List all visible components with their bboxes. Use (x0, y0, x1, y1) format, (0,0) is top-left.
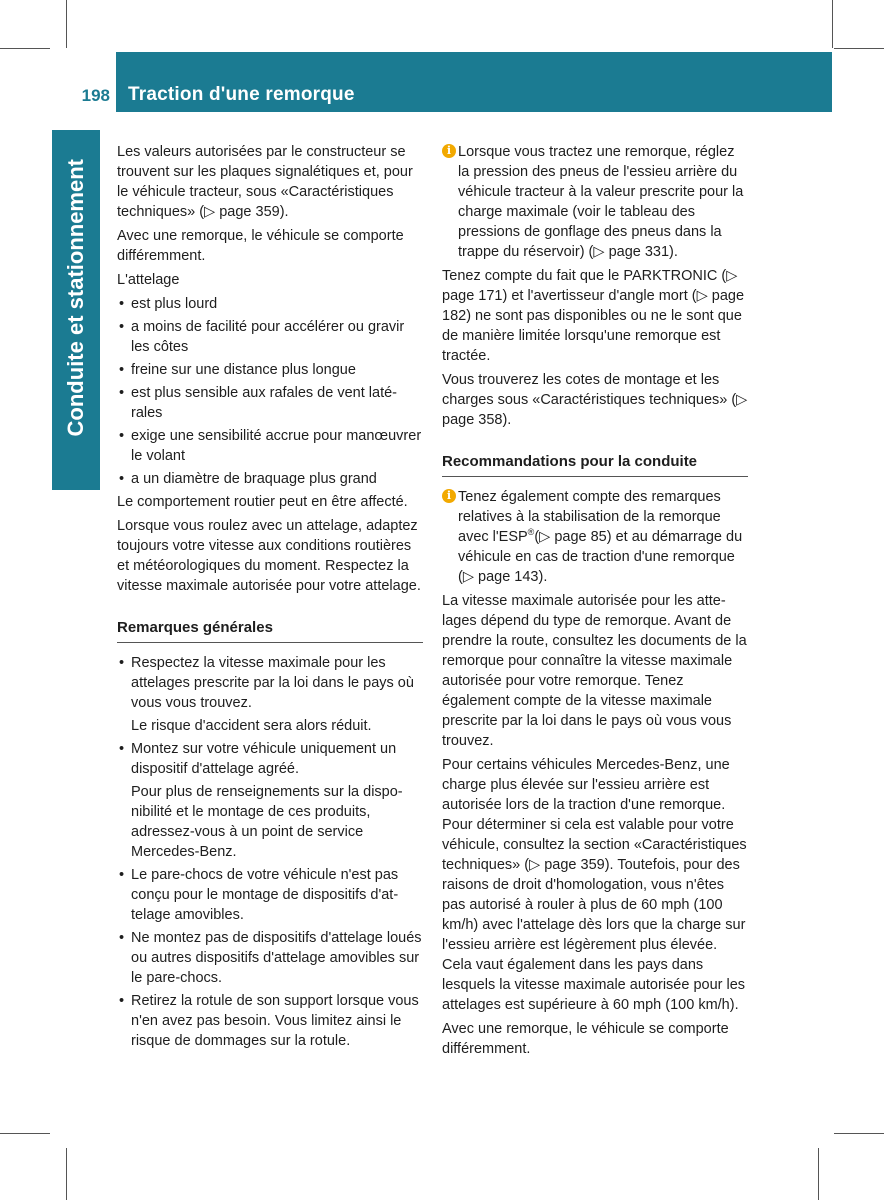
crop-mark (0, 48, 50, 49)
list-item: • exige une sensibilité accrue pour manœuvrer le volant (117, 426, 423, 466)
crop-mark (818, 1148, 819, 1200)
info-note (442, 487, 748, 587)
paragraph: Avec une remorque, le véhicule se comporte différemment. (442, 1021, 729, 1057)
chapter-label: Conduite et stationnement (63, 158, 88, 436)
list-item: • a moins de facilité pour accélérer ou gravir les côtes (117, 317, 423, 357)
list-item: • est plus sensible aux rafales de vent latérales (117, 383, 423, 423)
info-note-text: Tenez également compte des remarques relatives à la stabilisation de la remorque avec l'ESP (458, 489, 721, 545)
page-number: 198 (81, 86, 110, 105)
registered-mark: ® (527, 527, 535, 538)
crop-mark (0, 1133, 50, 1134)
list-item: • est plus lourd (117, 294, 423, 314)
list-item-text: Montez sur votre véhicule uniquement un dispositif d'attelage agréé. (131, 741, 397, 777)
list-item: • a un diamètre de braquage plus grand (117, 469, 423, 489)
paragraph: Lorsque vous roulez avec un attelage, adaptez toujours votre vitesse aux conditions routières et météorologiques du moment. Respectez la vitesse maximale autorisée pour votre attelage. (117, 518, 421, 594)
list-item (117, 991, 423, 1051)
section-heading: Recommandations pour la conduite (442, 452, 748, 477)
paragraph: Tenez compte du fait que le PARKTRONIC (▷ page 171) et l'avertisseur d'angle mort (▷ page 182) ne sont pas disponibles ou ne le sont que de manière limitée lorsqu'une remorque est tractée. (442, 268, 745, 364)
crop-mark (834, 48, 884, 49)
list-item (117, 865, 423, 925)
crop-mark (834, 1133, 884, 1134)
list-item (117, 653, 423, 736)
paragraph: Le comportement routier peut en être affecté. (117, 494, 408, 510)
info-icon: i (442, 489, 456, 503)
list-item-text: Respectez la vitesse maximale pour les attelages prescrite par la loi dans le pays où vous vous trouvez. (131, 655, 414, 711)
paragraph: Pour certains véhicules Mercedes-Benz, une charge plus élevée sur l'essieu arrière est autorisée lors de la traction d'une remorque. Pour déterminer si cela est valable pour votre véhicule, consultez la section «Caractéristiques techniques» (▷ page 359). Toutefois, pour des raisons de droit d'homologation, vous n'êtes pas autorisé à rouler à plus de 60 mph (100 km/h) avec l'attelage dès lors que la charge sur l'essieu arrière est légèrement plus élevée. Cela vaut également dans les pays dans lesquels la vitesse maximale autorisée pour les attelages est supérieure à 60 mph (100 km/h). (442, 757, 747, 1013)
crop-mark (66, 0, 67, 48)
info-icon: i (442, 144, 456, 158)
section-heading: Remarques générales (117, 618, 423, 643)
paragraph: Vous trouverez les cotes de montage et les charges sous «Caractéristiques techniques» (▷ page 358). (442, 372, 748, 428)
list-item-note: Pour plus de renseignements sur la disponibilité et le montage de ces produits, adressez-vous à un point de service Mercedes-Benz. (131, 784, 403, 860)
list-item-text: Retirez la rotule de son support lorsque vous n'en avez pas besoin. Vous limitez ainsi le risque de dommages sur la rotule. (131, 993, 419, 1049)
crop-mark (832, 0, 833, 48)
info-note-text: (▷ page 85) et au démarrage du véhicule en cas de traction d'une remorque (▷ page 143). (458, 529, 743, 585)
list-item-text: Le pare-chocs de votre véhicule n'est pas conçu pour le montage de dispositifs d'attelage amovibles. (131, 867, 399, 923)
paragraph: Les valeurs autorisées par le constructeur se trouvent sur les plaques signalétiques et, pour le véhicule tracteur, sous «Caractéristiques techniques» (▷ page 359). (117, 144, 413, 220)
page-title: Traction d'une remorque (128, 84, 355, 105)
right-column (442, 142, 748, 1063)
list-item: • freine sur une distance plus longue (117, 360, 423, 380)
list-item (117, 928, 423, 988)
info-note-text: Lorsque vous tractez une remorque, réglez la pression des pneus de l'essieu arrière du véhicule tracteur à la valeur prescrite pour la charge maximale (voir le tableau des pressions de gonflage des pneus dans la trappe du réservoir) (▷ page 331). (458, 144, 744, 260)
list-item (117, 739, 423, 862)
bullet-list (117, 653, 423, 1051)
crop-mark (66, 1148, 67, 1200)
info-note (442, 142, 748, 262)
list-item-text: Ne montez pas de dispositifs d'attelage loués ou autres dispositifs d'attelage amovibles sur le pare-chocs. (131, 930, 422, 986)
paragraph: L'attelage (117, 272, 180, 288)
bullet-list (117, 294, 423, 489)
left-column (117, 142, 423, 1054)
paragraph: Avec une remorque, le véhicule se comporte différemment. (117, 228, 404, 264)
chapter-tab (52, 130, 100, 490)
paragraph: La vitesse maximale autorisée pour les attelages dépend du type de remorque. Avant de prendre la route, consultez les documents de la remorque pour connaître la vitesse maximale autorisée pour votre remorque. Tenez également compte de la vitesse maximale prescrite par la loi dans le pays où vous vous trouvez. (442, 593, 747, 749)
list-item-note: Le risque d'accident sera alors réduit. (131, 718, 372, 734)
